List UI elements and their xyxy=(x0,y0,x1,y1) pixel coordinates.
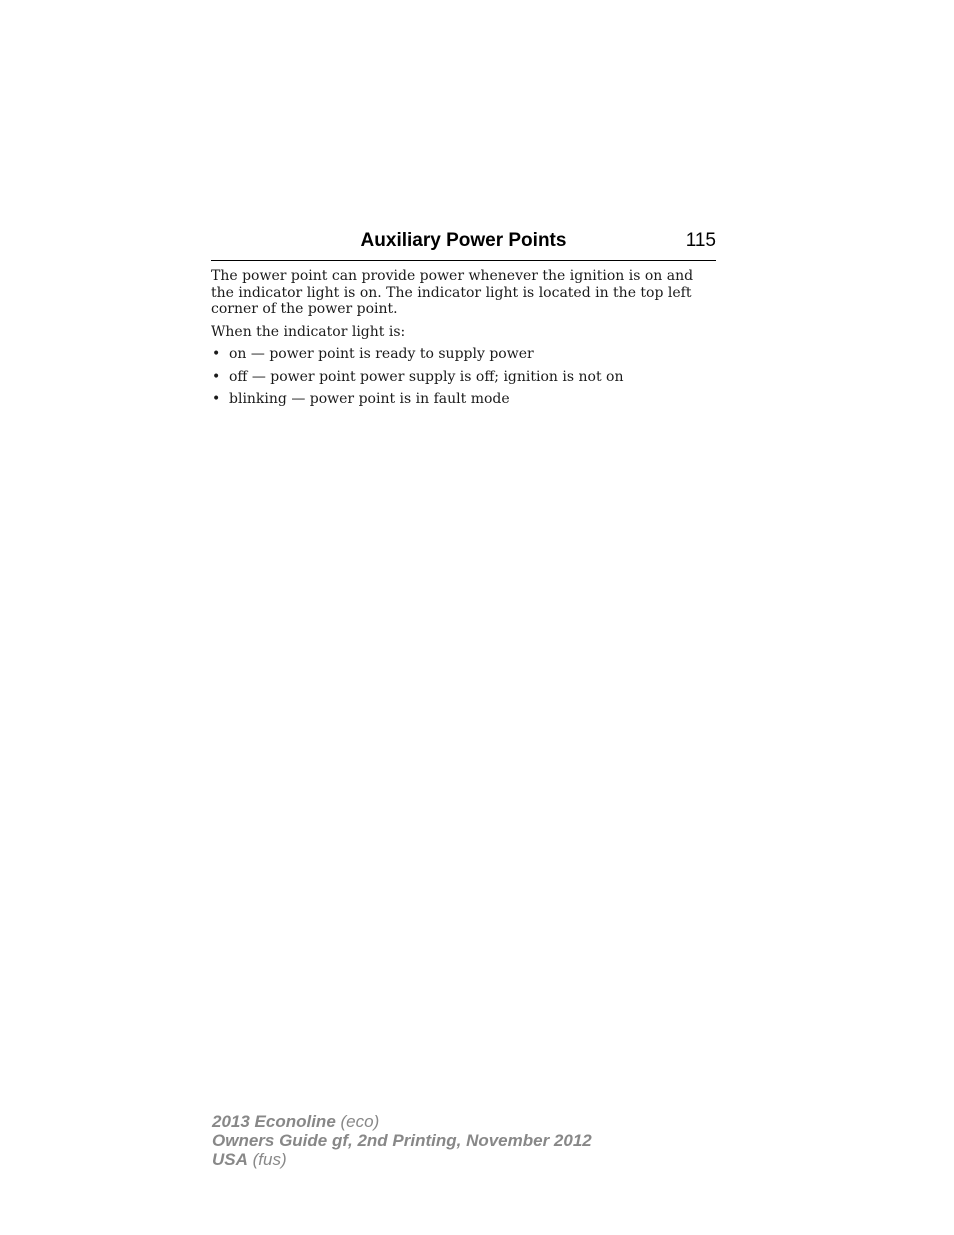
indicator-states-list xyxy=(211,346,716,408)
footer-model-code: (eco) xyxy=(335,1112,380,1131)
list-item xyxy=(211,369,716,386)
footer-guide-info: Owners Guide gf, 2nd Printing, November 2012 xyxy=(212,1131,592,1150)
footer-line-region xyxy=(212,1150,592,1169)
list-item xyxy=(211,391,716,408)
body-content xyxy=(211,268,716,414)
footer-line-guide xyxy=(212,1131,592,1150)
list-item-text: on — power point is ready to supply power xyxy=(229,346,534,362)
footer-region: USA xyxy=(212,1150,248,1169)
footer-line-model xyxy=(212,1112,592,1131)
page-number: 115 xyxy=(685,230,716,251)
page-footer xyxy=(212,1112,592,1169)
paragraph-indicator-intro: When the indicator light is: xyxy=(211,323,406,340)
bullet-icon: • xyxy=(212,346,221,362)
bullet-icon: • xyxy=(212,391,221,407)
list-item-text: off — power point power supply is off; ignition is not on xyxy=(229,368,624,385)
list-item-text: blinking — power point is in fault mode xyxy=(229,391,510,407)
footer-model: 2013 Econoline xyxy=(212,1112,336,1131)
bullet-icon: • xyxy=(212,368,221,385)
section-title: Auxiliary Power Points xyxy=(360,230,567,251)
footer-region-code: (fus) xyxy=(247,1150,287,1169)
paragraph-power-point: The power point can provide power whenever the ignition is on and the indicator light is on. The indicator light is located in the top left corner of the power point. xyxy=(211,268,694,317)
page-header xyxy=(211,228,716,261)
list-item xyxy=(211,346,716,363)
